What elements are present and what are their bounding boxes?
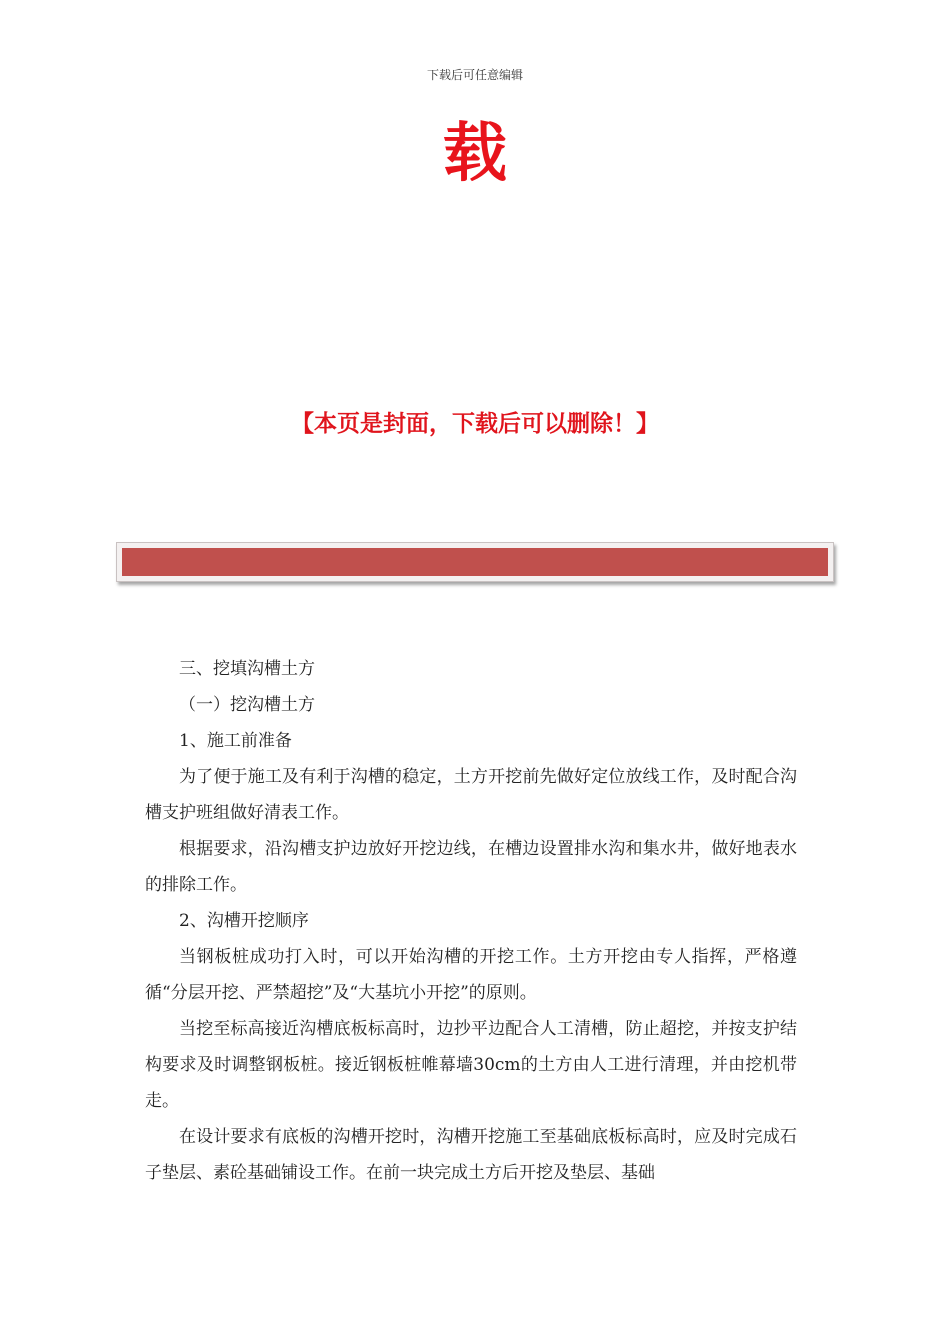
paragraph: 当钢板桩成功打入时，可以开始沟槽的开挖工作。土方开挖由专人指挥，严格遵循“分层开挖、严禁超挖”及“大基坑小开挖”的原则。 [145,947,797,1003]
item-heading-preparation: 1、施工前准备 [179,731,292,751]
header-note: 下载后可任意编辑 [426,68,523,82]
section-heading: 三、挖填沟槽土方 [179,659,315,679]
paragraph: 为了便于施工及有利于沟槽的稳定，土方开挖前先做好定位放线工作，及时配合沟槽支护班组做好清表工作。 [145,767,797,823]
paragraph: 当挖至标高接近沟槽底板标高时，边抄平边配合人工清槽，防止超挖，并按支护结构要求及时调整钢板桩。接近钢板桩帷幕墙30cm的土方由人工进行清理，并由挖机带走。 [145,1019,797,1111]
cover-delete-note: 【本页是封面，下载后可以删除！】 [291,410,659,437]
subsection-heading: （一）挖沟槽土方 [179,695,315,715]
item-heading-sequence: 2、沟槽开挖顺序 [179,911,309,931]
document-body [145,651,797,1191]
decorative-banner [116,542,834,582]
cover-title-char: 载 [443,116,507,191]
paragraph: 在设计要求有底板的沟槽开挖时，沟槽开挖施工至基础底板标高时，应及时完成石子垫层、素砼基础铺设工作。在前一块完成土方后开挖及垫层、基础 [145,1127,797,1183]
banner-fill [122,548,828,576]
paragraph: 根据要求，沿沟槽支护边放好开挖边线，在槽边设置排水沟和集水井，做好地表水的排除工作。 [145,839,797,895]
